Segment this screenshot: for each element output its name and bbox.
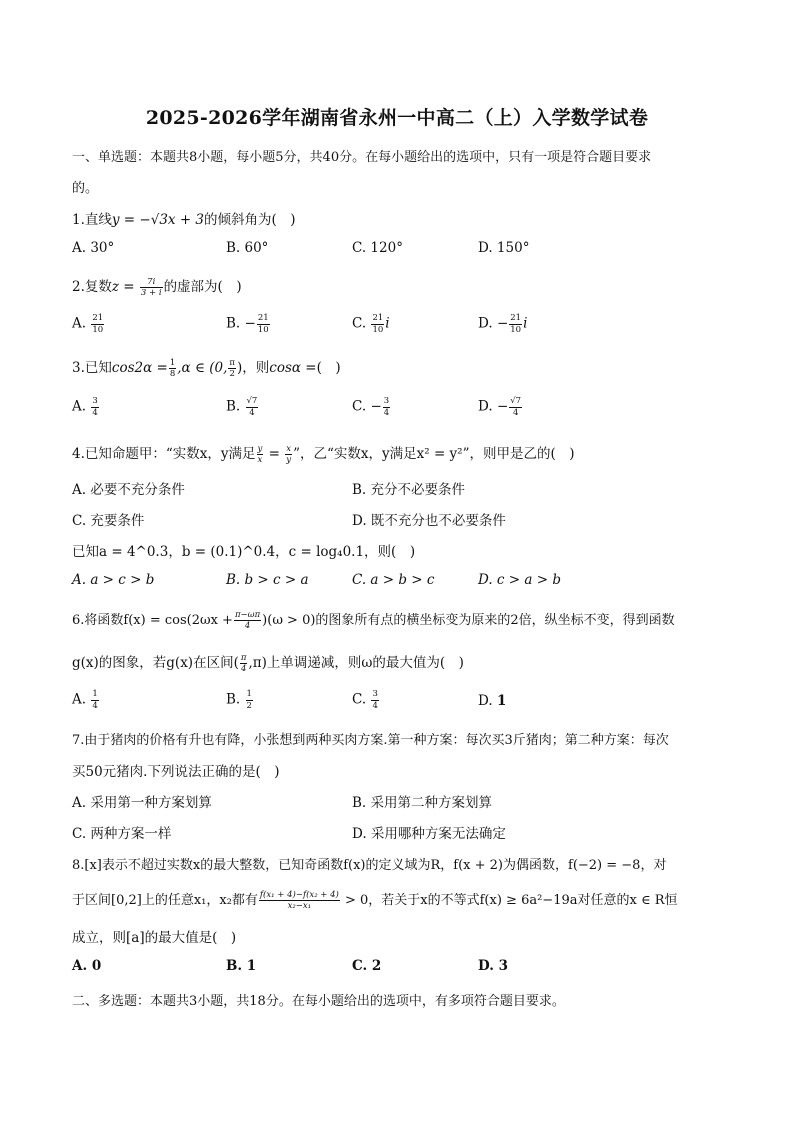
q7-option-c: C. 两种方案一样 bbox=[72, 826, 172, 842]
question-5: 已知a = 4^0.3，b = (0.1)^0.4，c = log₄0.1，则( ) bbox=[72, 544, 416, 560]
q6-option-c: C. $\frac{3}{4}$ bbox=[352, 689, 378, 711]
q2-option-d: D. − $\frac{21}{10}$ i bbox=[478, 313, 528, 335]
q3-option-d: D. − $\frac{√7}{4}$ bbox=[478, 396, 522, 418]
exam-title: 2025-2026学年湖南省永州一中高二（上）入学数学试卷 bbox=[145, 107, 649, 129]
q3-option-b: B. $\frac{√7}{4}$ bbox=[226, 396, 258, 418]
q8-option-c: C. 2 bbox=[352, 958, 382, 974]
q8-option-b: B. 1 bbox=[226, 958, 257, 974]
question-8: 8.[x]表示不超过实数x的最大整数，已知奇函数f(x)的定义域为R，f(x + 2)为偶函数，f(−2) = −8，对 bbox=[72, 858, 667, 873]
q4-option-d: D. 既不充分也不必要条件 bbox=[352, 513, 506, 529]
q5-option-d: D. c > a > b bbox=[478, 572, 561, 588]
q3-option-a: A. $\frac{3}{4}$ bbox=[72, 396, 98, 418]
section-1-instructions: 一、单选题：本题共8小题，每小题5分，共40分。在每小题给出的选项中，只有一项是符合题目要求 bbox=[72, 150, 652, 165]
q7-option-d: D. 采用哪种方案无法确定 bbox=[352, 826, 506, 842]
q5-option-a: A. a > c > b bbox=[72, 572, 155, 588]
q1-option-d: D. 150° bbox=[478, 240, 530, 256]
q7-option-b: B. 采用第二种方案划算 bbox=[352, 795, 493, 811]
q2-fraction: $\frac{7i}{3 + i}$ bbox=[140, 276, 162, 298]
q8-option-a: A. 0 bbox=[72, 958, 102, 974]
q6-option-a: A. $\frac{1}{4}$ bbox=[72, 689, 98, 711]
q8-option-d: D. 3 bbox=[478, 958, 509, 974]
q5-option-c: C. a > b > c bbox=[352, 572, 435, 588]
q7-option-a: A. 采用第一种方案划算 bbox=[72, 795, 212, 811]
q6-option-d: D. 1 bbox=[478, 693, 507, 709]
section-1-instructions-cont: 的。 bbox=[72, 181, 99, 196]
q5-option-b: B. b > c > a bbox=[226, 572, 309, 588]
section-2-instructions: 二、多选题：本题共3小题，共18分。在每小题给出的选项中，有多项符合题目要求。 bbox=[72, 994, 565, 1009]
q1-option-b: B. 60° bbox=[226, 240, 269, 256]
question-7: 7.由于猪肉的价格有升也有降，小张想到两种买肉方案.第一种方案：每次买3斤猪肉；第二种方案：每次 bbox=[72, 733, 669, 748]
question-2: 2.复数z = $\frac{7i}{3 + i}$ 的虚部为( ) bbox=[72, 276, 242, 298]
q3-option-c: C. − $\frac{3}{4}$ bbox=[352, 396, 390, 418]
question-7-cont: 买50元猪肉.下列说法正确的是( ) bbox=[72, 764, 280, 780]
q2-option-a: A. $\frac{21}{10}$ bbox=[72, 313, 104, 335]
question-3: 3.已知cos2α = $\frac{1}{8}$ ,α ∈ (0, $\frac{\pi}{2}$ )，则cosα =( ) bbox=[72, 357, 341, 379]
question-8-cont-2: 成立，则[a]的最大值是( ) bbox=[72, 930, 237, 946]
q1-option-c: C. 120° bbox=[352, 240, 403, 256]
question-6-cont: g(x)的图象，若g(x)在区间( $\frac{\pi}{4}$ ,π)上单调递减，则ω的最大值为( ) bbox=[72, 652, 464, 674]
q4-option-b: B. 充分不必要条件 bbox=[352, 482, 466, 498]
q2-option-b: B. − $\frac{21}{10}$ bbox=[226, 313, 269, 335]
question-1: 1.直线y = −√3x + 3的倾斜角为( ) bbox=[72, 212, 296, 228]
q4-option-c: C. 充要条件 bbox=[72, 513, 145, 529]
q4-option-a: A. 必要不充分条件 bbox=[72, 482, 185, 498]
question-6: 6.将函数f(x) = cos(2ωx + $\frac{\pi-\omega\pi}{4}$ )(ω > 0)的图象所有点的横坐标变为原来的2倍，纵坐标不变，得到函数 bbox=[72, 609, 675, 631]
q6-option-b: B. $\frac{1}{2}$ bbox=[226, 689, 252, 711]
question-8-cont: 于区间[0,2]上的任意x₁，x₂都有 $\frac{\text{f(x₁ + 4)−f(x₂ + 4)}}{\text{x₂−x₁}}$ > 0，若关于x的不等式f(x) ≥ 6a²−19a对任意的x ∈ R恒 bbox=[72, 889, 678, 911]
q1-option-a: A. 30° bbox=[72, 240, 115, 256]
question-4: 4.已知命题甲：“实数x，y满足 $\frac{y}{x}$ = $\frac{x}{y}$ ”，乙“实数x，y满足x² = y²”，则甲是乙的( ) bbox=[72, 443, 575, 465]
q2-option-c: C. $\frac{21}{10}$ i bbox=[352, 313, 390, 335]
